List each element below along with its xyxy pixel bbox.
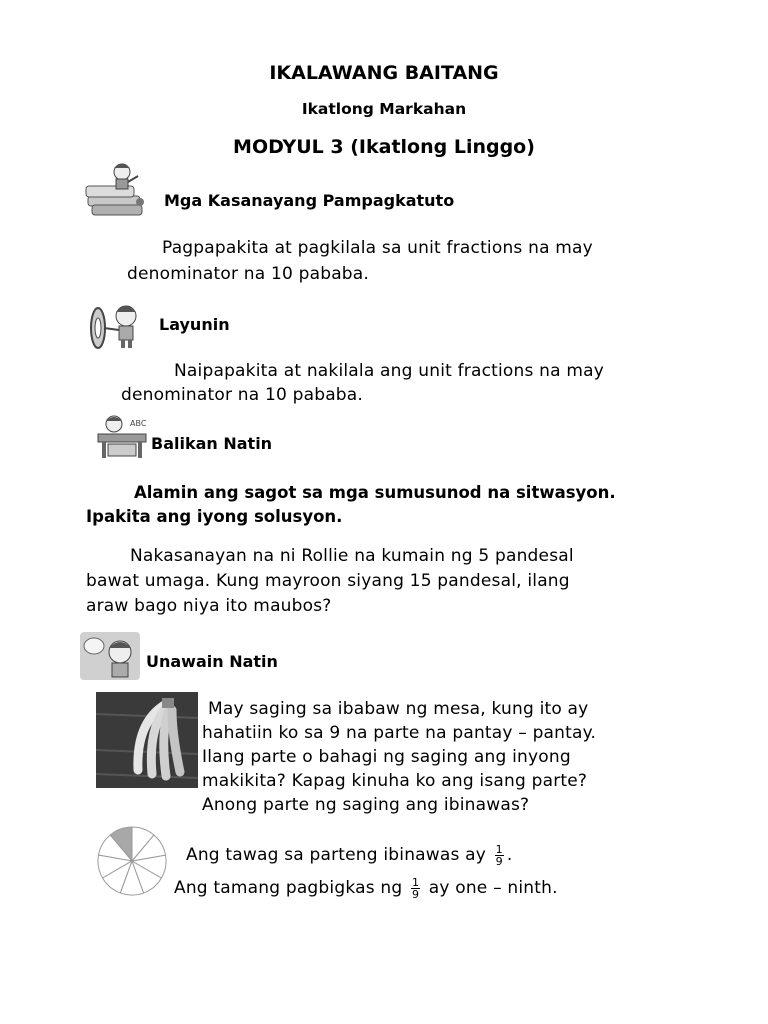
balikan-problem-line-2: bawat umaga. Kung mayroon siyang 15 pandesal, ilang <box>86 571 570 591</box>
kasanayan-heading: Mga Kasanayang Pampagkatuto <box>164 191 455 210</box>
pie-chart-ninths <box>94 824 170 898</box>
grade-title: IKALAWANG BAITANG <box>269 62 499 84</box>
fraction-denominator-2: 9 <box>411 887 420 901</box>
layunin-text-line-1: Naipapakita at nakilala ang unit fractions na may <box>174 361 604 381</box>
child-at-desk-icon <box>94 414 150 460</box>
unawain-text-line-1: May saging sa ibabaw ng mesa, kung ito ay <box>208 699 589 719</box>
balikan-problem-line-1: Nakasanayan na ni Rollie na kumain ng 5 pandesal <box>130 546 574 566</box>
unawain-text-line-4: makikita? Kapag kinuha ko ang isang parte? <box>202 771 588 791</box>
answer-prefix: Ang tawag sa parteng ibinawas ay <box>186 845 487 865</box>
answer-suffix: . <box>506 845 513 865</box>
balikan-instruction-line-2: Ipakita ang iyong solusyon. <box>86 507 343 526</box>
fraction-one-ninth <box>495 844 504 867</box>
fraction-numerator: 1 <box>495 842 503 856</box>
fraction-one-ninth-2 <box>411 877 420 900</box>
answer-line <box>186 843 512 867</box>
child-on-books-icon <box>84 160 164 222</box>
unawain-text-line-3: Ilang parte o bahagi ng saging ang inyong <box>202 747 571 767</box>
quarter-title: Ikatlong Markahan <box>301 100 467 118</box>
child-with-target-icon <box>88 300 150 352</box>
banana-photo <box>96 692 198 788</box>
kasanayan-text-line-2: denominator na 10 pababa. <box>127 264 370 284</box>
child-thinking-icon <box>80 632 140 680</box>
unawain-text-line-2: hahatiin ko sa 9 na parte na pantay – pantay. <box>202 723 597 743</box>
fraction-denominator: 9 <box>495 854 503 868</box>
layunin-text-line-2: denominator na 10 pababa. <box>121 385 364 405</box>
balikan-problem-line-3: araw bago niya ito maubos? <box>86 596 332 616</box>
svg-text:ABC: ABC <box>130 419 147 428</box>
fraction-numerator-2: 1 <box>411 875 420 889</box>
reading-suffix: ay one – ninth. <box>428 878 558 898</box>
reading-line <box>174 876 558 900</box>
kasanayan-text-line-1: Pagpapakita at pagkilala sa unit fractions na may <box>162 238 593 258</box>
balikan-instruction-line-1: Alamin ang sagot sa mga sumusunod na sitwasyon. <box>134 483 616 502</box>
balikan-heading: Balikan Natin <box>151 434 273 453</box>
module-title: MODYUL 3 (Ikatlong Linggo) <box>233 136 535 158</box>
reading-prefix: Ang tamang pagbigkas ng <box>174 878 403 898</box>
unawain-heading: Unawain Natin <box>146 652 278 671</box>
unawain-text-line-5: Anong parte ng saging ang ibinawas? <box>202 795 530 815</box>
layunin-heading: Layunin <box>159 315 230 334</box>
